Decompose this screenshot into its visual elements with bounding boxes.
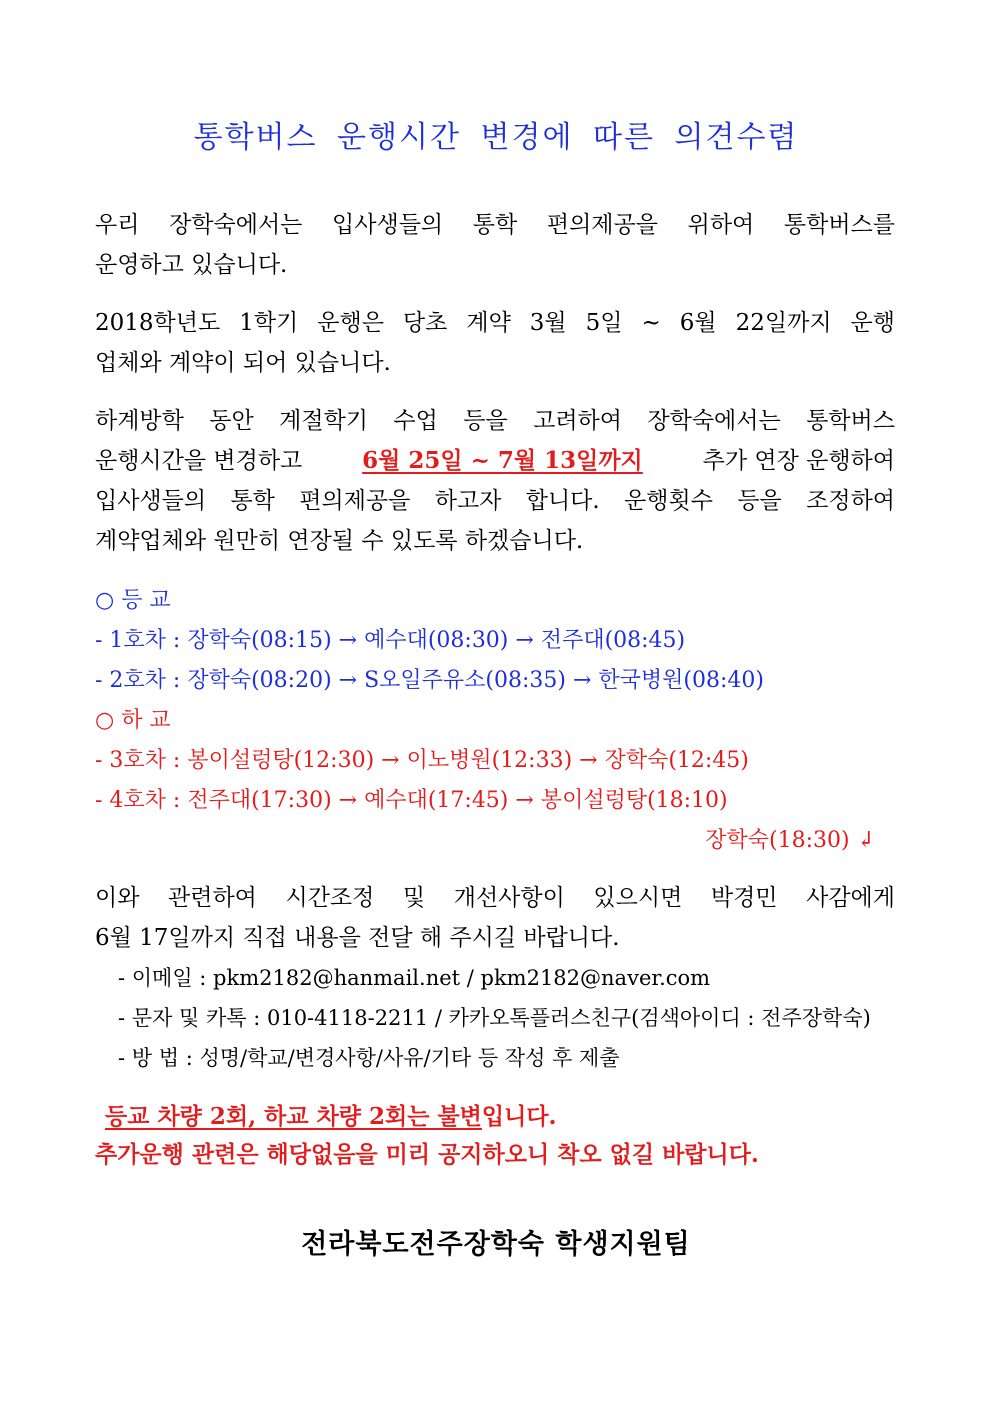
schedule-continuation: 장학숙(18:30) ↲: [705, 828, 875, 853]
intro-paragraph: [95, 205, 895, 285]
footer-signature: 전라북도전주장학숙 학생지원팀: [301, 1229, 691, 1260]
paragraph-line: 입사생들의 통학 편의제공을 하고자 합니다. 운행횟수 등을 조정하여: [95, 488, 895, 514]
notice-block: [95, 1098, 915, 1174]
contact-list: [118, 958, 898, 1078]
text-segment: 추가 연장 운행하여: [702, 448, 895, 474]
schedule-row: - 2호차 : 장학숙(08:20) → S오일주유소(08:35) → 한국병원(08:40): [95, 668, 764, 693]
notice-suffix: 입니다.: [481, 1103, 557, 1130]
paragraph-line: 계약업체와 원만히 연장될 수 있도록 하겠습니다.: [95, 528, 584, 554]
extension-paragraph: [95, 401, 895, 561]
paragraph-line: 우리 장학숙에서는 입사생들의 통학 편의제공을 위하여 통학버스를: [95, 212, 895, 238]
page-title: 통학버스 운행시간 변경에 따른 의견수렴: [193, 120, 799, 155]
notice-line: 추가운행 관련은 해당없음을 미리 공지하오니 착오 없길 바랍니다.: [95, 1141, 759, 1168]
paragraph-line: 하계방학 동안 계절학기 수업 등을 고려하여 장학숙에서는 통학버스: [95, 408, 895, 434]
morning-header: ○ 등 교: [95, 588, 171, 613]
notice-line: [95, 1098, 915, 1136]
paragraph-line: 운영하고 있습니다.: [95, 252, 288, 278]
schedule-row: - 4호차 : 전주대(17:30) → 예수대(17:45) → 봉이설렁탕(18:10): [95, 788, 728, 813]
paragraph-line: 2018학년도 1학기 운행은 당초 계약 3월 5일 ~ 6월 22일까지 운행: [95, 310, 895, 336]
paragraph-line-with-highlight: [95, 441, 895, 481]
afternoon-header: ○ 하 교: [95, 708, 171, 733]
paragraph-line: 업체와 계약이 되어 있습니다.: [95, 350, 391, 376]
highlighted-period: 6월 25일 ~ 7월 13일까지: [362, 447, 643, 474]
text-segment: 운행시간을 변경하고: [95, 448, 303, 474]
contract-paragraph: [95, 303, 895, 383]
notice-underlined: 등교 차량 2회, 하교 차량 2회는 불변: [105, 1103, 482, 1130]
schedule-row: - 3호차 : 봉이설렁탕(12:30) → 이노병원(12:33) → 장학숙(12:45): [95, 748, 749, 773]
contact-sms: - 문자 및 카톡 : 010-4118-2211 / 카카오톡플러스친구(검색아이디 : 전주장학숙): [118, 1006, 871, 1030]
paragraph-line: 6월 17일까지 직접 내용을 전달 해 주시길 바랍니다.: [95, 925, 620, 951]
paragraph-line: 이와 관련하여 시간조정 및 개선사항이 있으시면 박경민 사감에게: [95, 885, 895, 911]
contact-method: - 방 법 : 성명/학교/변경사항/사유/기타 등 작성 후 제출: [118, 1046, 620, 1070]
bus-schedule: [95, 581, 895, 861]
contact-paragraph: [95, 878, 895, 958]
schedule-row: - 1호차 : 장학숙(08:15) → 예수대(08:30) → 전주대(08:45): [95, 628, 686, 653]
contact-email: - 이메일 : pkm2182@hanmail.net / pkm2182@naver.com: [118, 966, 711, 990]
